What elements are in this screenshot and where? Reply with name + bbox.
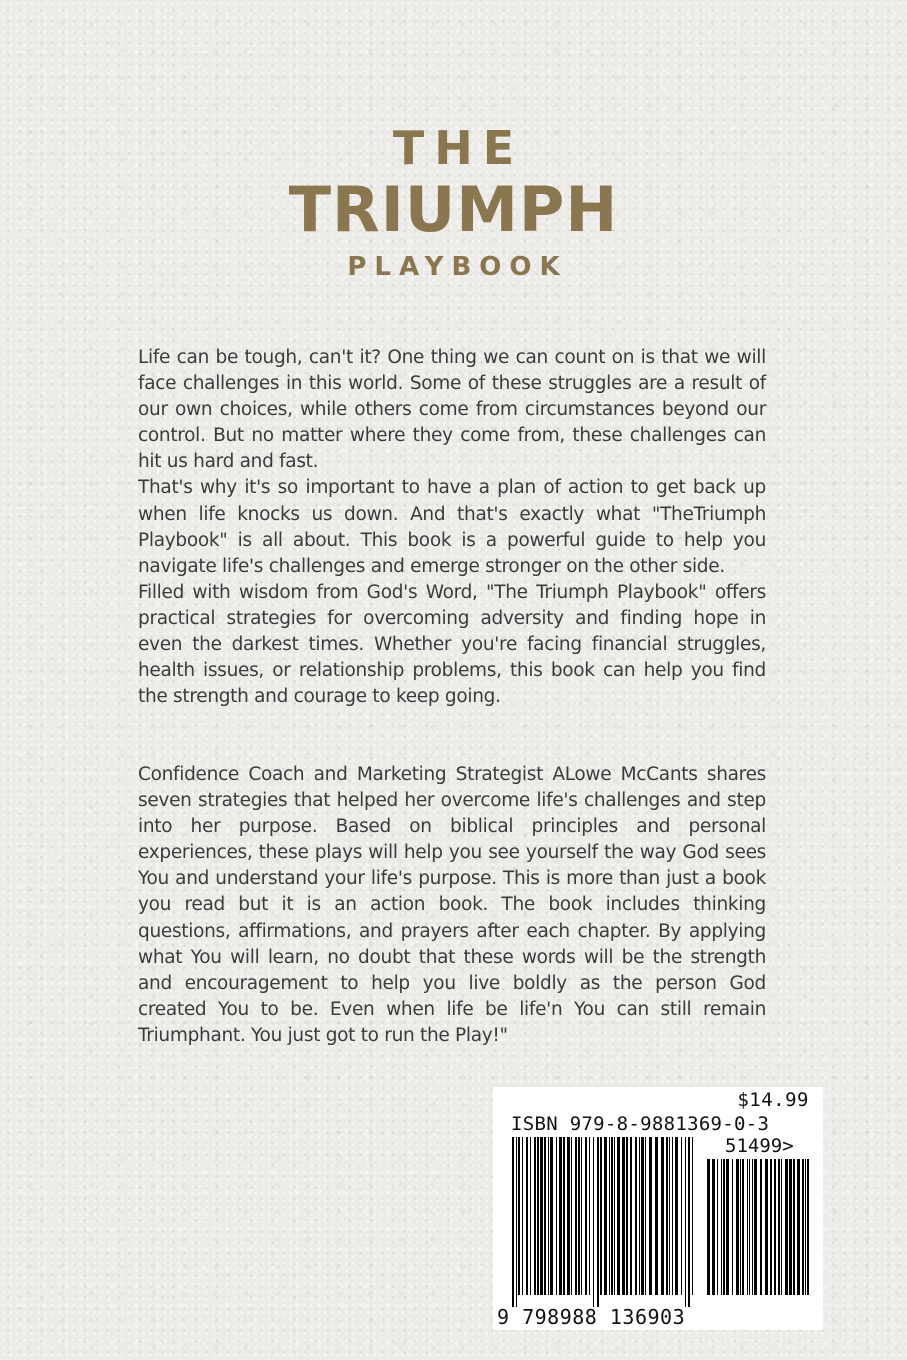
barcode-bar	[611, 1137, 613, 1295]
barcode-bar	[707, 1159, 710, 1295]
barcode-bar	[585, 1137, 587, 1295]
barcode-bar	[526, 1137, 528, 1295]
ean-barcode-graphic	[512, 1137, 697, 1307]
barcode-bar	[723, 1159, 725, 1295]
barcode-bar	[774, 1159, 776, 1295]
barcode-bar	[688, 1137, 690, 1307]
barcode-bar	[712, 1159, 715, 1295]
barcode-bar	[597, 1137, 599, 1307]
barcode-bar	[518, 1137, 520, 1295]
price-label: $14.99	[737, 1089, 809, 1111]
barcode-bar	[649, 1137, 652, 1295]
isbn-barcode-panel	[493, 1087, 823, 1330]
title-line-playbook: PLAYBOOK	[347, 252, 568, 282]
barcode-bar	[593, 1137, 594, 1307]
blurb-paragraph-2: That's why it's so important to have a plan of action to get back up when life knocks us down. And that's exactly what "TheTriumph Playbook" is all about. This book is a powerful guide to help you navigate life's challenges and emerge stronger on the other side.	[138, 477, 766, 577]
barcode-bar	[567, 1137, 570, 1295]
barcode-bar	[563, 1137, 565, 1295]
barcode-bar	[742, 1159, 744, 1295]
barcode-bar	[617, 1137, 620, 1295]
barcode-bar	[770, 1159, 772, 1295]
barcode-bar	[604, 1137, 607, 1295]
barcode-bar	[626, 1137, 628, 1295]
barcode-bar	[550, 1137, 553, 1295]
barcode-bar	[692, 1137, 693, 1295]
barcode-bar	[740, 1159, 741, 1295]
barcode-bar	[544, 1137, 546, 1295]
blurb-section-one	[138, 345, 766, 710]
author-paragraph: Confidence Coach and Marketing Strategist ALowe McCants shares seven strategies that helped her overcome life's challenges and step into her purpose. Based on biblical principles and personal experiences, these plays will help you see yourself the way God sees You and understand your life's purpose. This is more than just a book you read but it is an action book. The book includes thinking questions, affirmations, and prayers after each chapter. By applying what You will learn, no doubt that these words will be the strength and encouragement to help you live boldly as the person God created You to be. Even when life be life'n You can still remain Triumphant. You just got to run the Play!"	[138, 764, 766, 1046]
barcode-bar	[752, 1159, 753, 1295]
blurb-paragraph-3: Filled with wisdom from God's Word, "The Triumph Playbook" offers practical strategies for overcoming adversity and finding hope in even the darkest times. Whether you're facing financial struggles, health issues, or relationship problems, this book can help you find the strength and courage to keep going.	[138, 581, 766, 708]
barcode-bar	[732, 1159, 733, 1295]
barcode-bar	[630, 1137, 632, 1295]
barcode-bar	[717, 1159, 718, 1295]
barcode-bar	[789, 1159, 792, 1295]
barcode-bar	[575, 1137, 577, 1295]
addon-barcode-graphic	[707, 1159, 809, 1307]
barcode-bar	[655, 1137, 658, 1295]
barcode-bar	[537, 1137, 539, 1295]
barcode-bar	[581, 1137, 582, 1295]
barcode-bar	[548, 1137, 549, 1295]
barcode-bar	[578, 1137, 580, 1295]
barcode-bar	[749, 1159, 750, 1295]
barcode-bar	[645, 1137, 646, 1295]
blurb-paragraph-1: Life can be tough, can't it? One thing we can count on is that we will face challenges in this world. Some of these struggles are a result of our own choices, while others come from circumstances beyond our control. But no matter where they come from, these challenges can hit us hard and fast.	[138, 347, 766, 473]
barcode-bar	[635, 1137, 637, 1295]
barcode-bar	[754, 1159, 757, 1295]
barcode-bar	[641, 1137, 644, 1295]
barcode-bar	[556, 1137, 557, 1295]
barcode-digits: 9 798988 136903	[497, 1305, 686, 1329]
barcode-bar	[726, 1159, 729, 1295]
barcode-bar	[530, 1137, 531, 1295]
barcode-bar	[614, 1137, 615, 1295]
barcode-bar	[669, 1137, 670, 1295]
isbn-label: ISBN 979-8-9881369-0-3	[511, 1113, 770, 1135]
barcode-bar	[760, 1159, 762, 1295]
barcode-bar	[639, 1137, 640, 1295]
barcode-bar	[681, 1137, 682, 1295]
barcode-bar	[534, 1137, 536, 1295]
barcode-bar	[512, 1137, 514, 1307]
barcode-bar	[589, 1137, 590, 1295]
barcode-bar	[797, 1159, 800, 1295]
title-line-the: THE	[392, 121, 525, 175]
barcode-bar	[802, 1159, 804, 1295]
addon-code-label: 51499>	[725, 1135, 794, 1157]
barcode-bar	[516, 1137, 517, 1307]
barcode-bar	[805, 1159, 806, 1295]
barcode-bar	[522, 1137, 523, 1295]
barcode-bar	[571, 1137, 572, 1295]
barcode-bar	[666, 1137, 668, 1295]
barcode-bar	[721, 1159, 722, 1295]
barcode-bar	[672, 1137, 673, 1295]
barcode-bar	[785, 1159, 788, 1295]
barcode-bar	[609, 1137, 610, 1295]
barcode-bar	[736, 1159, 739, 1295]
barcode-bar	[661, 1137, 664, 1295]
blurb-section-two	[138, 762, 766, 1049]
barcode-bar	[747, 1159, 748, 1295]
book-title	[0, 120, 907, 284]
barcode-bar	[781, 1159, 782, 1295]
barcode-bar	[685, 1137, 686, 1307]
barcode-bar	[793, 1159, 795, 1295]
barcode-bar	[600, 1137, 602, 1295]
barcode-bar	[778, 1159, 780, 1295]
barcode-bar	[540, 1137, 543, 1295]
barcode-bar	[807, 1159, 809, 1295]
barcode-bar	[765, 1159, 768, 1295]
barcode-bar	[675, 1137, 678, 1295]
title-line-triumph: TRIUMPH	[288, 173, 619, 246]
barcode-bar	[559, 1137, 562, 1295]
barcode-bar	[622, 1137, 625, 1295]
